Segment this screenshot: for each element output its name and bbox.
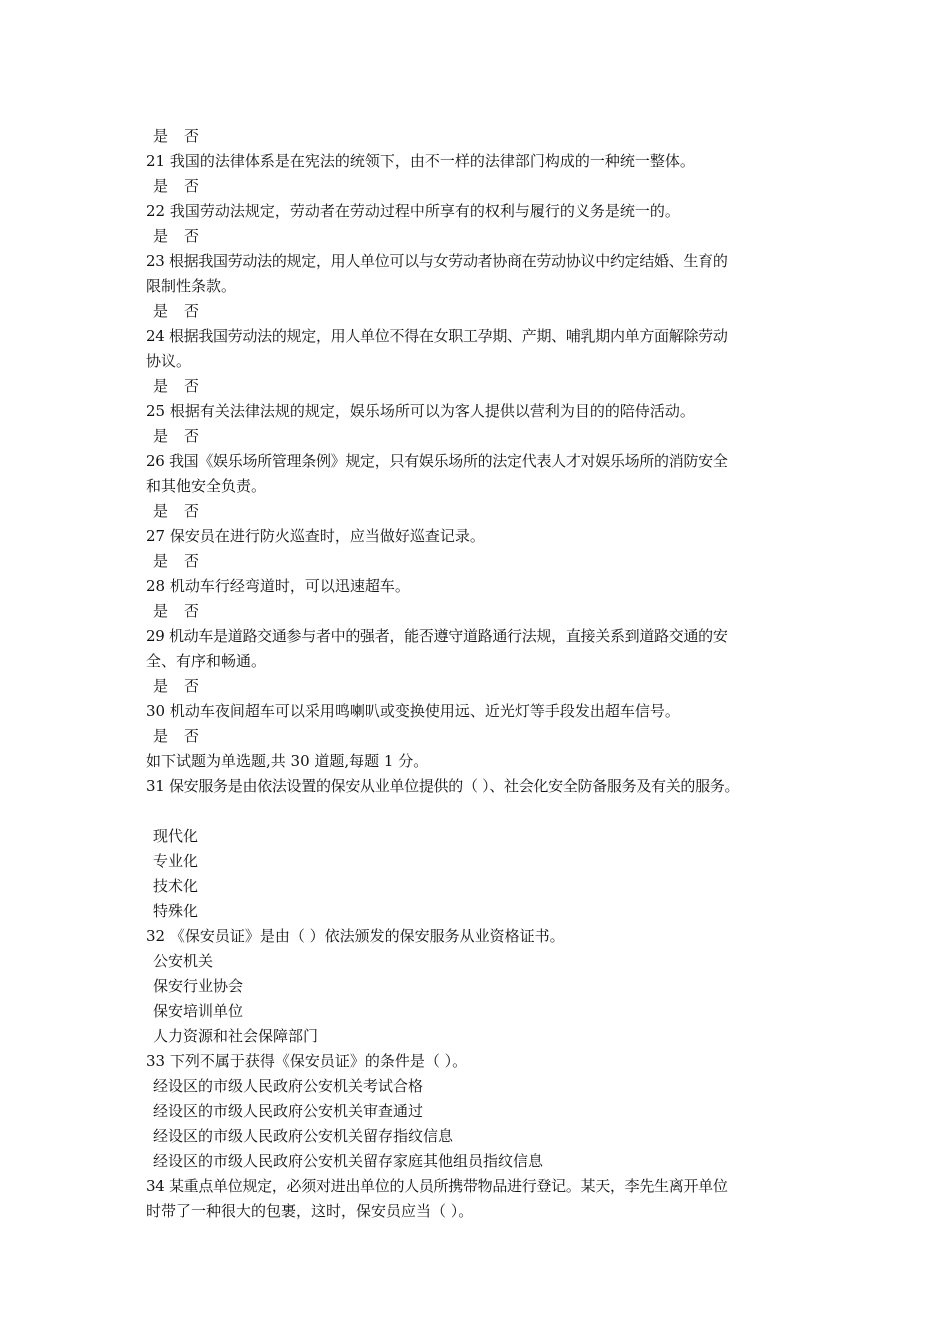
answer-yes[interactable]: 是	[153, 377, 169, 395]
answer-options-q27	[146, 549, 836, 574]
question-26-line-1: 26 我国《娱乐场所管理条例》规定，只有娱乐场所的法定代表人才对娱乐场所的消防安全	[146, 452, 728, 470]
answer-yes[interactable]: 是	[153, 502, 169, 520]
question-29-line-1: 29 机动车是道路交通参与者中的强者，能否遵守道路通行法规，直接关系到道路交通的安	[146, 627, 728, 645]
answer-options-q30	[146, 724, 836, 749]
answer-options-q24	[146, 374, 836, 399]
answer-no[interactable]: 否	[184, 377, 200, 395]
answer-no[interactable]: 否	[184, 677, 200, 695]
question-34-line-1: 34 某重点单位规定，必须对进出单位的人员所携带物品进行登记。某天，李先生离开单位	[146, 1177, 728, 1195]
answer-yes[interactable]: 是	[153, 302, 169, 320]
answer-options-q28	[146, 599, 836, 624]
answer-options-q21	[146, 174, 836, 199]
blank-line	[146, 799, 836, 824]
question-24-line-2: 协议。	[146, 352, 192, 370]
answer-no[interactable]: 否	[184, 502, 200, 520]
answer-no[interactable]: 否	[184, 727, 200, 745]
answer-yes[interactable]: 是	[153, 727, 169, 745]
answer-no[interactable]: 否	[184, 302, 200, 320]
option-item[interactable]: 专业化	[153, 852, 199, 870]
option-item[interactable]: 经设区的市级人民政府公安机关留存家庭其他组员指纹信息	[153, 1152, 544, 1170]
answer-yes[interactable]: 是	[153, 227, 169, 245]
question-28: 28 机动车行经弯道时，可以迅速超车。	[146, 577, 410, 595]
answer-yes[interactable]: 是	[153, 127, 169, 145]
answer-no[interactable]: 否	[184, 427, 200, 445]
answer-yes[interactable]: 是	[153, 552, 169, 570]
answer-options-q22	[146, 224, 836, 249]
question-33: 33 下列不属于获得《保安员证》的条件是（ ）。	[146, 1052, 468, 1070]
answer-yes[interactable]: 是	[153, 427, 169, 445]
answer-no[interactable]: 否	[184, 602, 200, 620]
question-23-line-1: 23 根据我国劳动法的规定，用人单位可以与女劳动者协商在劳动协议中约定结婚、生育的	[146, 252, 728, 270]
option-item[interactable]: 技术化	[153, 877, 199, 895]
question-23-line-2: 限制性条款。	[146, 277, 237, 295]
question-22: 22 我国劳动法规定，劳动者在劳动过程中所享有的权利与履行的义务是统一的。	[146, 202, 680, 220]
option-item[interactable]: 公安机关	[153, 952, 214, 970]
section-intro: 如下试题为单选题,共 30 道题,每题 1 分。	[146, 752, 429, 770]
question-21: 21 我国的法律体系是在宪法的统领下，由不一样的法律部门构成的一种统一整体。	[146, 152, 695, 170]
option-item[interactable]: 特殊化	[153, 902, 199, 920]
answer-options-q25	[146, 424, 836, 449]
answer-yes[interactable]: 是	[153, 677, 169, 695]
option-item[interactable]: 经设区的市级人民政府公安机关留存指纹信息	[153, 1127, 454, 1145]
question-26-line-2: 和其他安全负责。	[146, 477, 267, 495]
question-25: 25 根据有关法律法规的规定，娱乐场所可以为客人提供以营利为目的的陪侍活动。	[146, 402, 695, 420]
answer-yes[interactable]: 是	[153, 602, 169, 620]
answer-no[interactable]: 否	[184, 227, 200, 245]
question-34-line-2: 时带了一种很大的包裹，这时，保安员应当（ ）。	[146, 1202, 474, 1220]
document-page	[146, 124, 836, 1224]
option-item[interactable]: 经设区的市级人民政府公安机关考试合格	[153, 1077, 424, 1095]
question-24-line-1: 24 根据我国劳动法的规定，用人单位不得在女职工孕期、产期、哺乳期内单方面解除劳动	[146, 327, 728, 345]
answer-no[interactable]: 否	[184, 177, 200, 195]
question-31: 31 保安服务是由依法设置的保安从业单位提供的（ ）、社会化安全防备服务及有关的服务。	[146, 777, 740, 795]
answer-options-q26	[146, 499, 836, 524]
answer-options-q23	[146, 299, 836, 324]
question-29-line-2: 全、有序和畅通。	[146, 652, 267, 670]
option-item[interactable]: 现代化	[153, 827, 199, 845]
answer-no[interactable]: 否	[184, 127, 200, 145]
question-27: 27 保安员在进行防火巡查时，应当做好巡查记录。	[146, 527, 485, 545]
answer-no[interactable]: 否	[184, 552, 200, 570]
answer-options-q29	[146, 674, 836, 699]
question-32: 32 《保安员证》是由（ ）依法颁发的保安服务从业资格证书。	[146, 927, 565, 945]
option-item[interactable]: 人力资源和社会保障部门	[153, 1027, 319, 1045]
option-item[interactable]: 保安行业协会	[153, 977, 244, 995]
answer-options-q20	[146, 124, 836, 149]
answer-yes[interactable]: 是	[153, 177, 169, 195]
question-30: 30 机动车夜间超车可以采用鸣喇叭或变换使用远、近光灯等手段发出超车信号。	[146, 702, 680, 720]
option-item[interactable]: 经设区的市级人民政府公安机关审查通过	[153, 1102, 424, 1120]
option-item[interactable]: 保安培训单位	[153, 1002, 244, 1020]
